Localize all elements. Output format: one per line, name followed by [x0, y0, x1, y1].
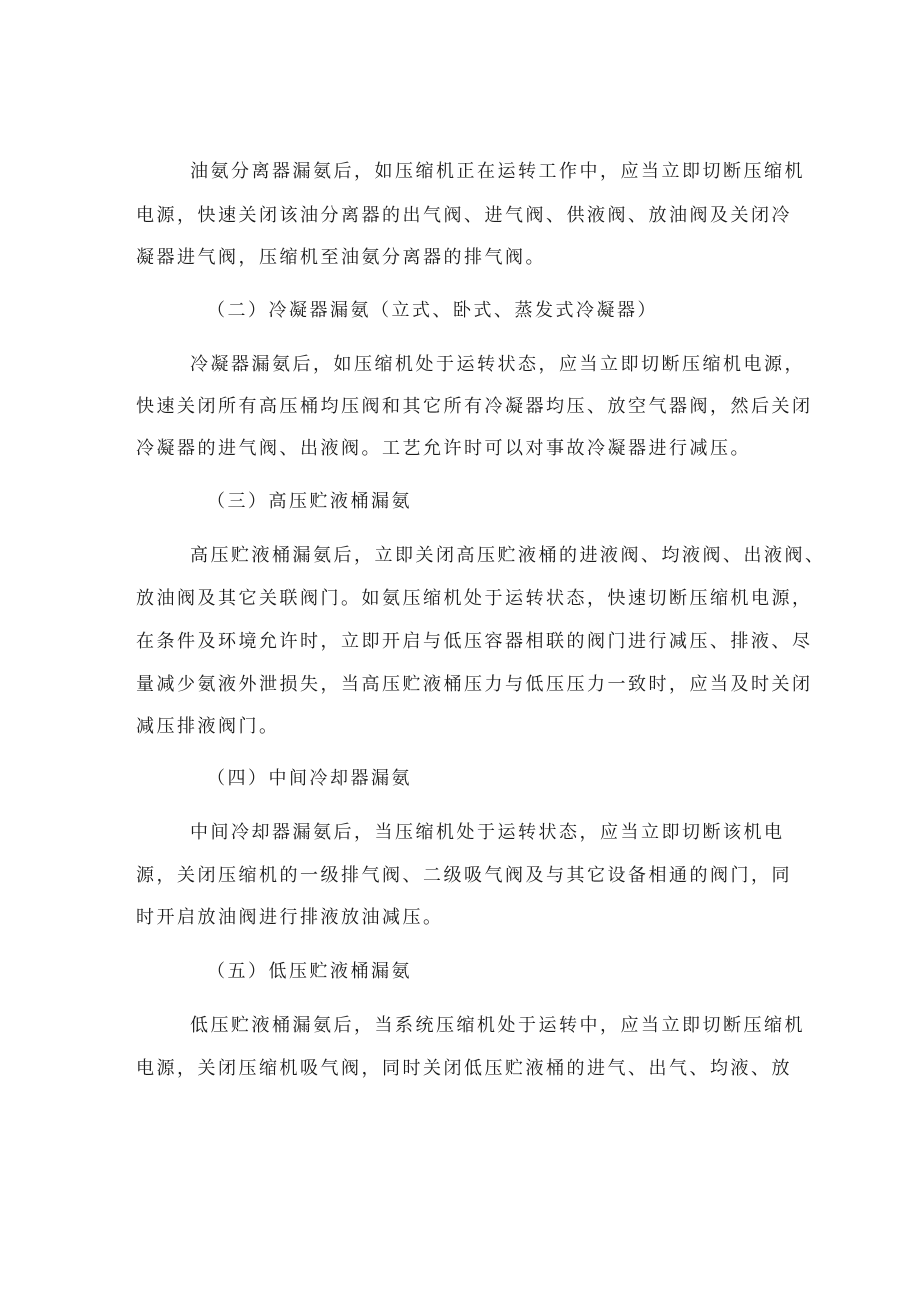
paragraph-line: 油氨分离器漏氨后，如压缩机正在运转工作中，应当立即切断压缩机	[190, 161, 805, 182]
paragraph-line: 源，关闭压缩机的一级排气阀、二级吸气阀及与其它设备相通的阀门，同	[136, 865, 792, 886]
paragraph-line: 低压贮液桶漏氨后，当系统压缩机处于运转中，应当立即切断压缩机	[190, 1015, 805, 1036]
paragraph-line: 时开启放油阀进行排液放油减压。	[136, 907, 444, 928]
paragraph-line: 中间冷却器漏氨后，当压缩机处于运转状态，应当立即切断该机电	[190, 822, 785, 843]
paragraph-line: 高压贮液桶漏氨后，立即关闭高压贮液桶的进液阀、均液阀、出液阀、	[190, 545, 826, 566]
paragraph-line: 快速关闭所有高压桶均压阀和其它所有冷凝器均压、放空气器阀，然后关闭	[136, 396, 813, 417]
paragraph-line: 电源，关闭压缩机吸气阀，同时关闭低压贮液桶的进气、出气、均液、放	[136, 1058, 792, 1079]
paragraph-line: 冷凝器漏氨后，如压缩机处于运转状态，应当立即切断压缩机电源，	[190, 354, 805, 375]
paragraph-line: 电源，快速关闭该油分离器的出气阀、进气阀、供液阀、放油阀及关闭冷	[136, 205, 792, 226]
section-5-heading: （五）低压贮液桶漏氨	[207, 961, 412, 982]
paragraph-line: 在条件及环境允许时，立即开启与低压容器相联的阀门进行减压、排液、尽	[136, 631, 813, 652]
paragraph-line: 量减少氨液外泄损失，当高压贮液桶压力与低压压力一致时，应当及时关闭	[136, 674, 813, 695]
paragraph-line: 凝器进气阀，压缩机至油氨分离器的排气阀。	[136, 247, 546, 268]
section-2-heading: （二）冷凝器漏氨（立式、卧式、蒸发式冷凝器）	[207, 300, 658, 321]
section-3-heading: （三）高压贮液桶漏氨	[207, 491, 412, 512]
paragraph-line: 冷凝器的进气阀、出液阀。工艺允许时可以对事故冷凝器进行减压。	[136, 438, 751, 459]
section-4-heading: （四）中间冷却器漏氨	[207, 768, 412, 789]
paragraph-line: 放油阀及其它关联阀门。如氨压缩机处于运转状态，快速切断压缩机电源，	[136, 588, 813, 609]
paragraph-line: 减压排液阀门。	[136, 716, 280, 737]
